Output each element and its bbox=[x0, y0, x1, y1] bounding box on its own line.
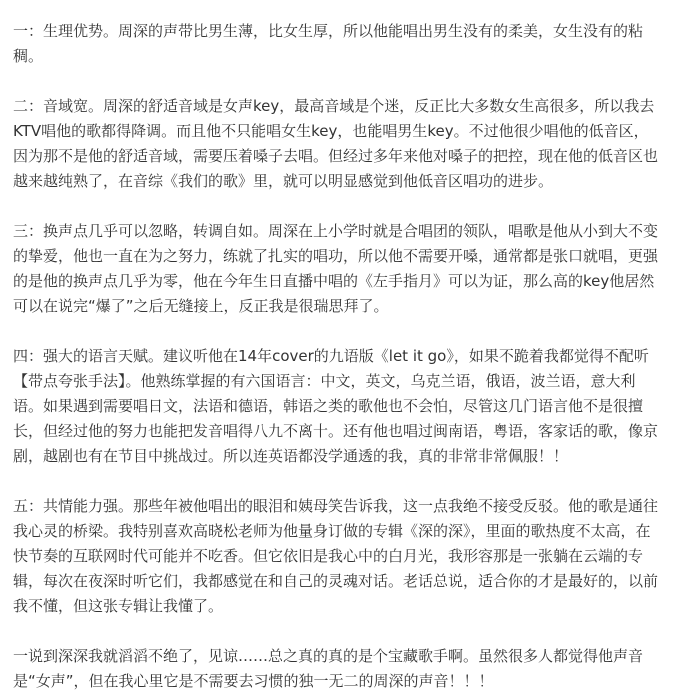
paragraph-vocal-range: 二：音域宽。周深的舒适音域是女声key，最高音域是个迷，反正比大多数女生高很多，所以我去KTV唱他的歌都得降调。而且他不只能唱女生key，也能唱男生key。不过他很少唱他的低音区，因为那不是他的舒适音域，需要压着嗓子去唱。但经过多年来他对嗓子的把控，现在他的低音区也越来越纯熟了，在音综《我们的歌》里，就可以明显感觉到他低音区唱功的进步。 bbox=[13, 97, 659, 190]
paragraph-languages: 四：强大的语言天赋。建议听他在14年cover的九语版《let it go》，如果不跪着我都觉得不配听【带点夸张手法】。他熟练掌握的有六国语言：中文，英文，乌克兰语，俄语，波兰语，意大利语。如果遇到需要唱日文，法语和德语，韩语之类的歌他也不会怕，尽管这几门语言他不是很擅长，但经过他的努力也能把发音唱得八九不离十。还有他也唱过闽南语，粤语，客家话的歌，像京剧，越剧也有在节目中挑战过。所以连英语都没学通透的我，真的非常非常佩服！！ bbox=[13, 347, 659, 465]
paragraph-passaggio: 三：换声点几乎可以忽略，转调自如。周深在上小学时就是合唱团的领队，唱歌是他从小到大不变的挚爱，他也一直在为之努力，练就了扎实的唱功，所以他不需要开嗓，通常都是张口就唱，更强的是他的换声点几乎为零，他在今年生日直播中唱的《左手指月》可以为证，那么高的key他居然可以在说完“爆了”之后无缝接上，反正我是很瑞思拜了。 bbox=[13, 222, 659, 315]
paragraph-empathy: 五：共情能力强。那些年被他唱出的眼泪和姨母笑告诉我，这一点我绝不接受反驳。他的歌是通往我心灵的桥梁。我特别喜欢高晓松老师为他量身订做的专辑《深的深》，里面的歌热度不太高，在快节奏的互联网时代可能并不吃香。但它依旧是我心中的白月光，我形容那是一张躺在云端的专辑，每次在夜深时听它们，我都感觉在和自己的灵魂对话。老话总说，适合你的才是最好的，以前我不懂，但这张专辑让我懂了。 bbox=[13, 497, 659, 615]
paragraph-physiology: 一：生理优势。周深的声带比男生薄，比女生厚，所以他能唱出男生没有的柔美，女生没有的粘稠。 bbox=[13, 22, 644, 65]
paragraph-conclusion: 一说到深深我就滔滔不绝了，见谅……总之真的真的是个宝藏歌手啊。虽然很多人都觉得他声音是“女声”，但在我心里它是不需要去习惯的独一无二的周深的声音！！！ bbox=[13, 647, 644, 690]
